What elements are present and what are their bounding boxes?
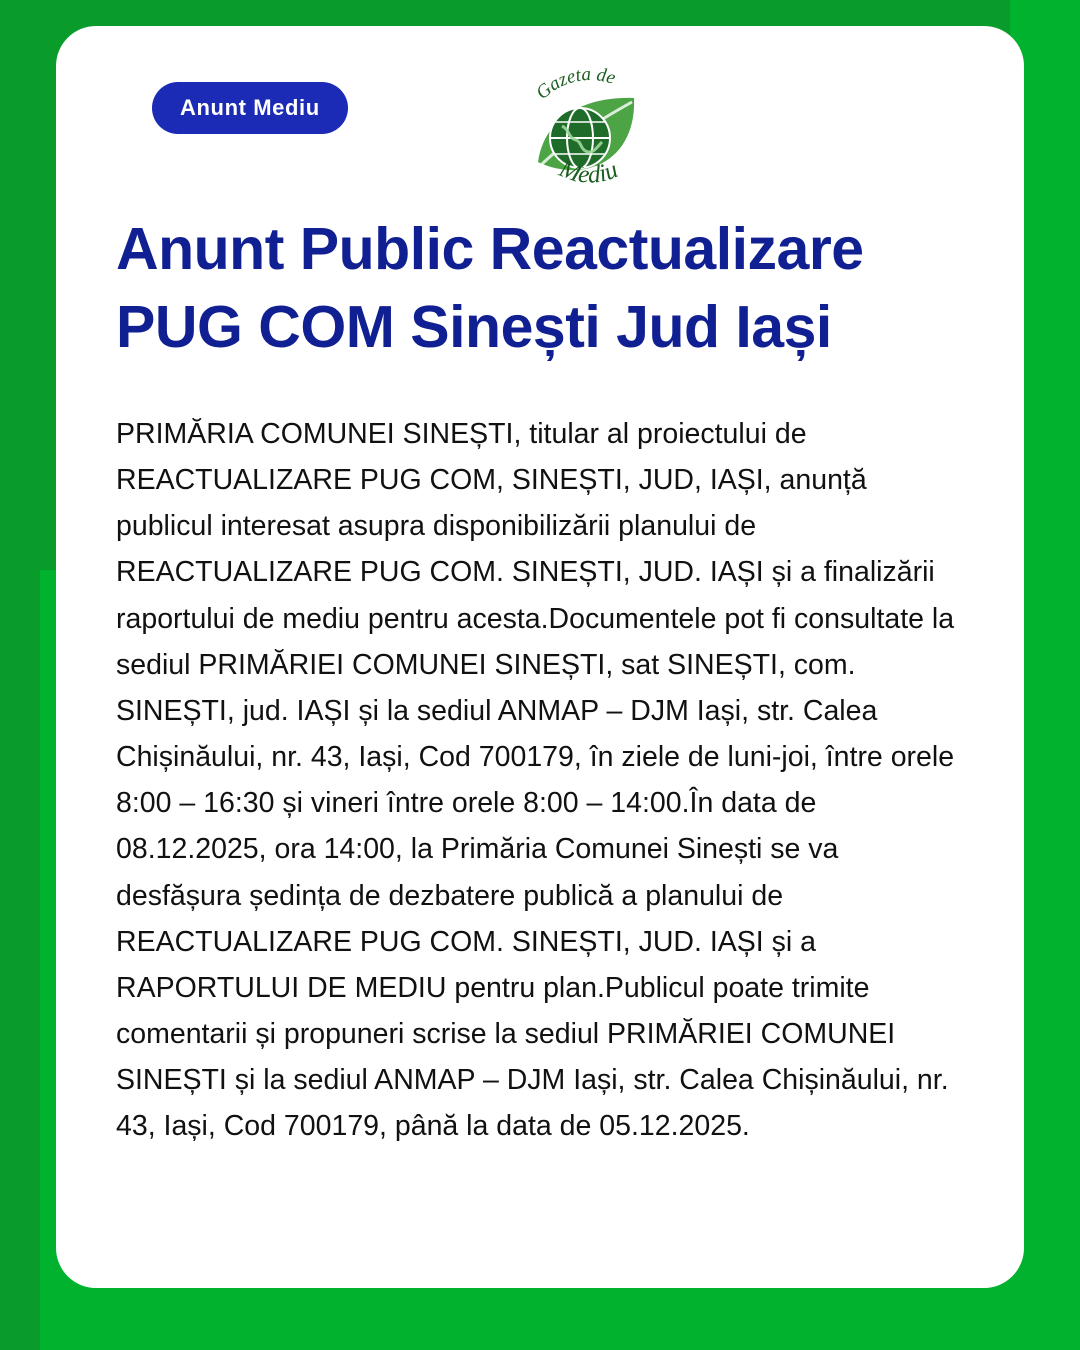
announcement-card — [56, 26, 1024, 1288]
page-title: Anunt Public Reactualizare PUG COM Sinești Jud Iași — [116, 216, 864, 361]
svg-text:Gazeta de — [532, 66, 618, 104]
category-badge: Anunt Mediu — [152, 82, 348, 134]
announcement-body: PRIMĂRIA COMUNEI SINEȘTI, titular al proiectului de REACTUALIZARE PUG COM, SINEȘTI, JUD, IAȘI, anunță publicul interesat asupra disponibilizării planului de REACTUALIZARE PUG COM. SINEȘTI, JUD. IAȘI și a finalizării raportului de mediu pentru acesta.Documentele pot fi consultate la sediul PRIMĂRIEI COMUNEI SINEȘTI, sat SINEȘTI, com. SINEȘTI, jud. IAȘI și la sediul ANMAP – DJM Iași, str. Calea Chișinăului, nr. 43, Iași, Cod 700179, în ziele de luni-joi, între orele 8:00 – 16:30 și vineri între orele 8:00 – 14:00.În data de 08.12.2025, ora 14:00, la Primăria Comunei Sinești se va desfășura ședința de dezbatere publică a planului de REACTUALIZARE PUG COM. SINEȘTI, JUD. IAȘI și a RAPORTULUI DE MEDIU pentru plan.Publicul poate trimite comentarii și propuneri scrise la sediul PRIMĂRIEI COMUNEI SINEȘTI și la sediul ANMAP – DJM Iași, str. Calea Chișinăului, nr. 43, Iași, Cod 700179, până la data de 05.12.2025. — [116, 417, 955, 1143]
logo-text-top: Gazeta de — [532, 66, 619, 104]
card-header — [112, 52, 968, 189]
background-accent-left — [0, 0, 40, 1350]
logo-text-bottom: Mediu — [555, 155, 622, 189]
gazeta-de-mediu-logo — [510, 66, 670, 206]
